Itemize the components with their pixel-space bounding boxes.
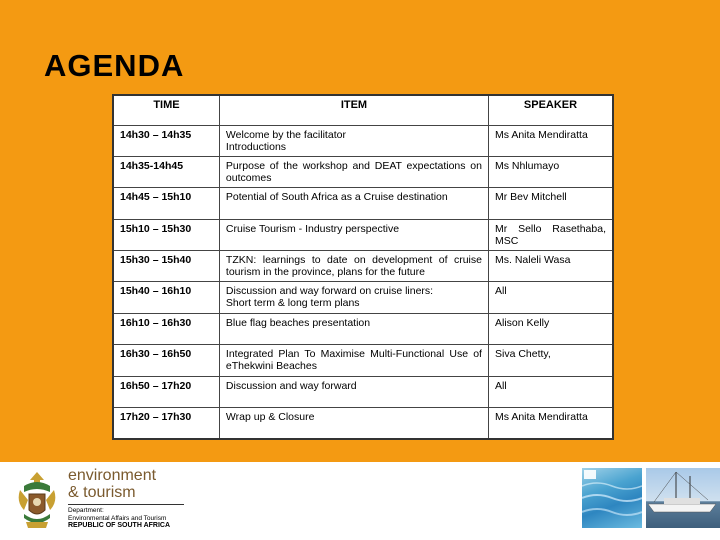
item-cell: Cruise Tourism - Industry perspective	[219, 219, 488, 250]
header-speaker: SPEAKER	[488, 95, 613, 125]
header-item: ITEM	[219, 95, 488, 125]
speaker-cell: Ms. Naleli Wasa	[488, 251, 613, 282]
table-row	[113, 125, 613, 156]
time-cell: 16h30 – 16h50	[113, 345, 219, 376]
time-cell: 14h30 – 14h35	[113, 125, 219, 156]
logo-line-tourism: & tourism	[68, 484, 136, 501]
table-row	[113, 251, 613, 282]
ship-photo	[646, 468, 720, 528]
time-cell: 14h45 – 15h10	[113, 188, 219, 219]
table-row	[113, 282, 613, 313]
time-cell: 15h10 – 15h30	[113, 219, 219, 250]
time-cell: 15h40 – 16h10	[113, 282, 219, 313]
table-row	[113, 313, 613, 344]
speaker-cell: Mr Sello Rasethaba, MSC	[488, 219, 613, 250]
coat-of-arms-icon	[14, 470, 60, 532]
header-time: TIME	[113, 95, 219, 125]
time-cell: 16h10 – 16h30	[113, 313, 219, 344]
agenda-body	[113, 125, 613, 439]
table-row	[113, 408, 613, 439]
item-cell: Blue flag beaches presentation	[219, 313, 488, 344]
dept-label: Department:	[68, 507, 104, 514]
agenda-table	[112, 94, 614, 440]
item-cell: Potential of South Africa as a Cruise destination	[219, 188, 488, 219]
time-cell: 16h50 – 17h20	[113, 376, 219, 407]
table-row	[113, 188, 613, 219]
slide-title: AGENDA	[44, 48, 185, 83]
speaker-cell: Ms Nhlumayo	[488, 156, 613, 187]
logo-divider	[68, 504, 184, 505]
speaker-cell: All	[488, 376, 613, 407]
item-cell: Purpose of the workshop and DEAT expectations on outcomes	[219, 156, 488, 187]
speaker-cell: Ms Anita Mendiratta	[488, 408, 613, 439]
table-row	[113, 219, 613, 250]
item-cell: Welcome by the facilitator Introductions	[219, 125, 488, 156]
table-row	[113, 345, 613, 376]
time-cell: 15h30 – 15h40	[113, 251, 219, 282]
speaker-cell: All	[488, 282, 613, 313]
speaker-cell: Alison Kelly	[488, 313, 613, 344]
table-row	[113, 376, 613, 407]
table-row	[113, 156, 613, 187]
time-cell: 17h20 – 17h30	[113, 408, 219, 439]
item-cell: Discussion and way forward on cruise liners: Short term & long term plans	[219, 282, 488, 313]
item-cell: TZKN: learnings to date on development of cruise tourism in the province, plans for the future	[219, 251, 488, 282]
dept-name: Environmental Affairs and Tourism	[68, 514, 167, 522]
item-cell: Discussion and way forward	[219, 376, 488, 407]
speaker-cell: Ms Anita Mendiratta	[488, 125, 613, 156]
speaker-cell: Siva Chetty,	[488, 345, 613, 376]
table-header-row	[113, 95, 613, 125]
item-cell: Integrated Plan To Maximise Multi-Functional Use of eThekwini Beaches	[219, 345, 488, 376]
country-name: REPUBLIC OF SOUTH AFRICA	[68, 522, 171, 529]
logo-line-environment: environment	[68, 467, 157, 484]
department-logo	[68, 468, 184, 530]
pool-photo	[582, 468, 642, 528]
footer-bar	[0, 462, 720, 540]
speaker-cell: Mr Bev Mitchell	[488, 188, 613, 219]
item-cell: Wrap up & Closure	[219, 408, 488, 439]
time-cell: 14h35-14h45	[113, 156, 219, 187]
